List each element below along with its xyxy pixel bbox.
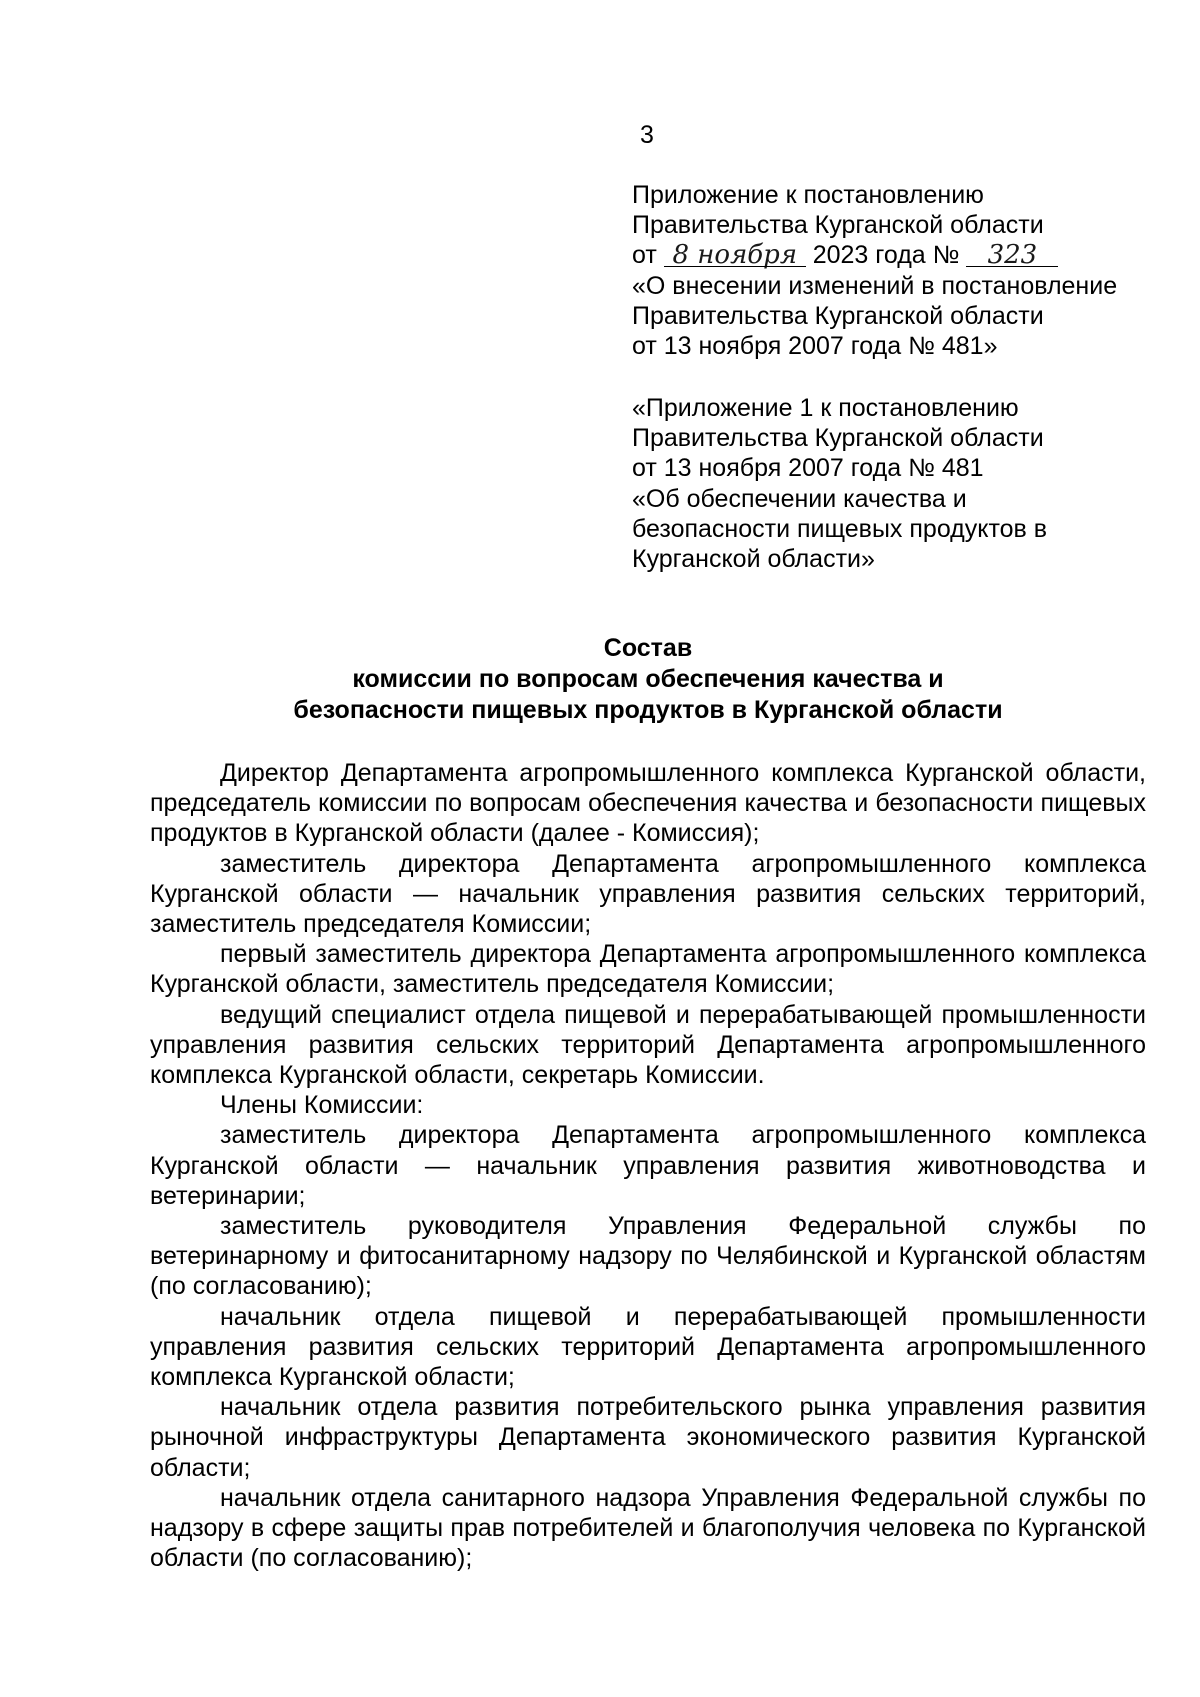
appendix-line-2: Правительства Курганской области xyxy=(632,211,1044,240)
appendix-line-4: «О внесении изменений в постановление xyxy=(632,271,1118,300)
member-paragraph: начальник отдела развития потребительского рынка управления развития рыночной инфраструктуры Департамента экономического развития Курганской области; xyxy=(150,1393,1146,1482)
page-number: 3 xyxy=(640,121,654,149)
original-appendix-header xyxy=(632,393,1172,574)
title-line-3: безопасности пищевых продуктов в Курганской области xyxy=(293,696,1003,724)
member-paragraph-secretary: ведущий специалист отдела пищевой и перерабатывающей промышленности управления развития сельских территорий Департамента агропромышленного комплекса Курганской области, секретарь Комиссии. xyxy=(150,1000,1146,1090)
member-paragraph: начальник отдела санитарного надзора Управления Федеральной службы по надзору в сфере защиты прав потребителей и благополучия человека по Курганской области (по согласованию); xyxy=(150,1483,1146,1573)
year-text: 2023 года № xyxy=(812,241,960,270)
appendix-line-5: Правительства Курганской области xyxy=(632,301,1044,330)
handwritten-date: 8 ноября xyxy=(664,242,806,268)
handwritten-number: 323 xyxy=(966,242,1058,268)
date-prefix: от xyxy=(632,241,657,270)
original-appendix-line-4: «Об обеспечении качества и xyxy=(632,484,967,513)
appendix-line-1: Приложение к постановлению xyxy=(632,181,984,209)
title-line-1: Состав xyxy=(603,634,693,662)
original-appendix-line-1: «Приложение 1 к постановлению xyxy=(632,394,1019,422)
member-paragraph: заместитель директора Департамента агропромышленного комплекса Курганской области — начальник управления развития животноводства и ветеринарии; xyxy=(150,1121,1146,1210)
member-paragraph-deputy-1: заместитель директора Департамента агропромышленного комплекса Курганской области — начальник управления развития сельских территорий, заместитель председателя Комиссии; xyxy=(150,849,1146,939)
appendix-line-6: от 13 ноября 2007 года № 481» xyxy=(632,332,998,361)
member-paragraph: заместитель руководителя Управления Федеральной службы по ветеринарному и фитосанитарному надзору по Челябинской и Курганской областям (по согласованию); xyxy=(150,1212,1146,1301)
member-paragraph-chairman: Директор Департамента агропромышленного комплекса Курганской области, председатель комиссии по вопросам обеспечения качества и безопасности пищевых продуктов в Курганской области (далее - Комиссия); xyxy=(150,759,1146,848)
commission-composition xyxy=(150,758,1146,1573)
members-heading: Члены Комиссии: xyxy=(220,1091,424,1120)
appendix-header xyxy=(632,180,1172,361)
title-line-2: комиссии по вопросам обеспечения качества и xyxy=(352,665,944,693)
original-appendix-line-5: безопасности пищевых продуктов в xyxy=(632,514,1048,543)
member-paragraph-deputy-2: первый заместитель директора Департамента агропромышленного комплекса Курганской области, заместитель председателя Комиссии; xyxy=(150,940,1146,999)
original-appendix-line-6: Курганской области» xyxy=(632,545,875,574)
member-paragraph: начальник отдела пищевой и перерабатывающей промышленности управления развития сельских территорий Департамента агропромышленного комплекса Курганской области; xyxy=(150,1302,1146,1392)
appendix-date-line xyxy=(632,240,1172,270)
document-title xyxy=(150,633,1146,726)
original-appendix-line-3: от 13 ноября 2007 года № 481 xyxy=(632,454,984,483)
original-appendix-line-2: Правительства Курганской области xyxy=(632,424,1044,453)
